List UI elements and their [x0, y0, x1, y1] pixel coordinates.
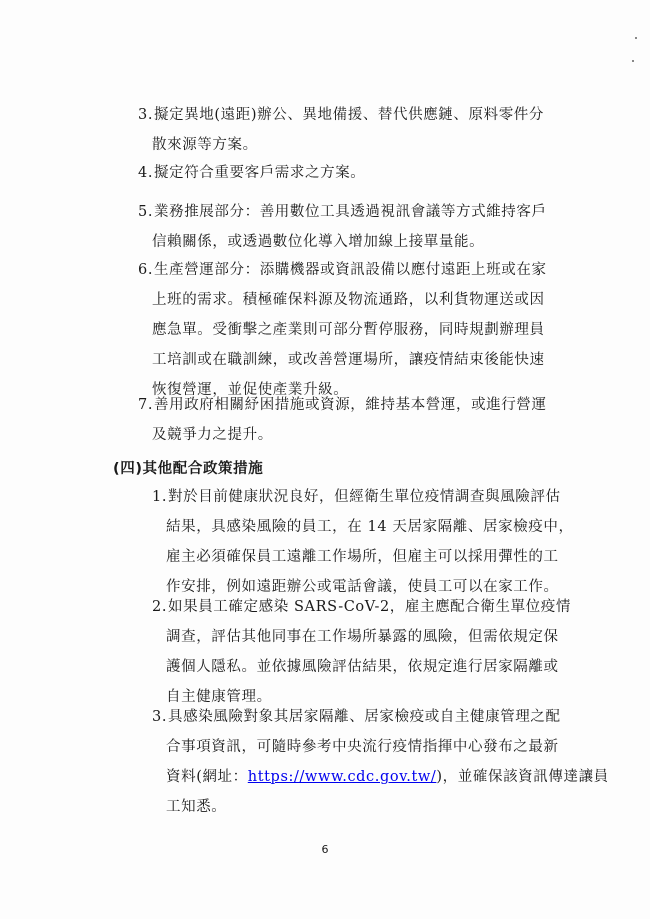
scan-speck	[632, 60, 634, 62]
item-text-line: 雇主必須確保員工遠離工作場所，但雇主可以採用彈性的工	[166, 549, 559, 565]
item-text-line: 工知悉。	[166, 799, 227, 815]
item-text-line: 對於目前健康狀況良好，但經衛生單位疫情調查與風險評估	[168, 489, 561, 505]
list-item-6	[138, 255, 558, 405]
item-text-line: 應急單。受衝擊之產業則可部分暫停服務，同時規劃辦理員	[152, 322, 545, 338]
item-text-line: 工培訓或在職訓練，或改善營運場所，讓疫情結束後能快速	[152, 352, 545, 368]
item-text-line: 擬定異地(遠距)辦公、異地備援、替代供應鏈、原料零件分	[154, 107, 545, 123]
item-text-line: 具感染風險對象其居家隔離、居家檢疫或自主健康管理之配	[168, 709, 561, 725]
item-number: 3.	[138, 107, 154, 123]
item-text-line: 恢復營運，並促使產業升級。	[152, 382, 349, 398]
item-text-line: 生產營運部分：添購機器或資訊設備以應付遠距上班或在家	[154, 262, 547, 278]
item-text-line: 善用政府相關紓困措施或資源，維持基本營運，或進行營運	[154, 397, 547, 413]
item-text-line: 合事項資訊，可隨時參考中央流行疫情指揮中心發布之最新	[166, 739, 559, 755]
list-item-5	[138, 197, 558, 257]
list-item-4	[138, 158, 558, 188]
item-text-line: 結果，具感染風險的員工，在 14 天居家隔離、居家檢疫中，	[166, 519, 574, 535]
item-text-line: 擬定符合重要客戶需求之方案。	[154, 165, 366, 181]
item-text-line: 信賴關係，或透過數位化導入增加線上接單量能。	[152, 234, 485, 250]
section-heading: (四)其他配合政策措施	[113, 461, 264, 477]
page-number: 6	[321, 843, 329, 856]
item-text-line: 作安排，例如遠距辦公或電話會議，使員工可以在家工作。	[166, 579, 559, 595]
item-number: 3.	[152, 709, 168, 725]
item-text-line: 自主健康管理。	[166, 689, 272, 705]
item-number: 1.	[152, 489, 168, 505]
item-text-line	[152, 762, 609, 792]
item-text-line: 調查，評估其他同事在工作場所暴露的風險，但需依規定保	[166, 629, 559, 645]
item-text-line: 上班的需求。積極確保料源及物流通路，以利貨物運送或因	[152, 292, 545, 308]
item-text-line: 如果員工確定感染 SARS-CoV-2，雇主應配合衛生單位疫情	[168, 599, 571, 615]
item-text-line: 業務推展部分：善用數位工具透過視訊會議等方式維持客戶	[154, 204, 547, 220]
policy-item-1	[152, 482, 574, 602]
item-number: 6.	[138, 262, 154, 278]
item-number: 7.	[138, 397, 154, 413]
cdc-website-link[interactable]: https://www.cdc.gov.tw/	[247, 769, 437, 785]
list-item-7	[138, 390, 558, 450]
item-text-line: 護個人隱私。並依據風險評估結果，依規定進行居家隔離或	[166, 659, 559, 675]
item-number: 4.	[138, 165, 154, 181]
item-number: 5.	[138, 204, 154, 220]
text-segment: 資料(網址：	[166, 769, 248, 785]
policy-item-2	[152, 592, 571, 712]
policy-item-3	[152, 702, 609, 822]
list-item-3	[138, 100, 558, 160]
item-text-line: 散來源等方案。	[152, 137, 258, 153]
scan-speck	[635, 37, 637, 39]
item-text-line: 及競爭力之提升。	[152, 427, 273, 443]
item-number: 2.	[152, 599, 168, 615]
text-segment: )，並確保該資訊傳達讓員	[436, 769, 609, 785]
